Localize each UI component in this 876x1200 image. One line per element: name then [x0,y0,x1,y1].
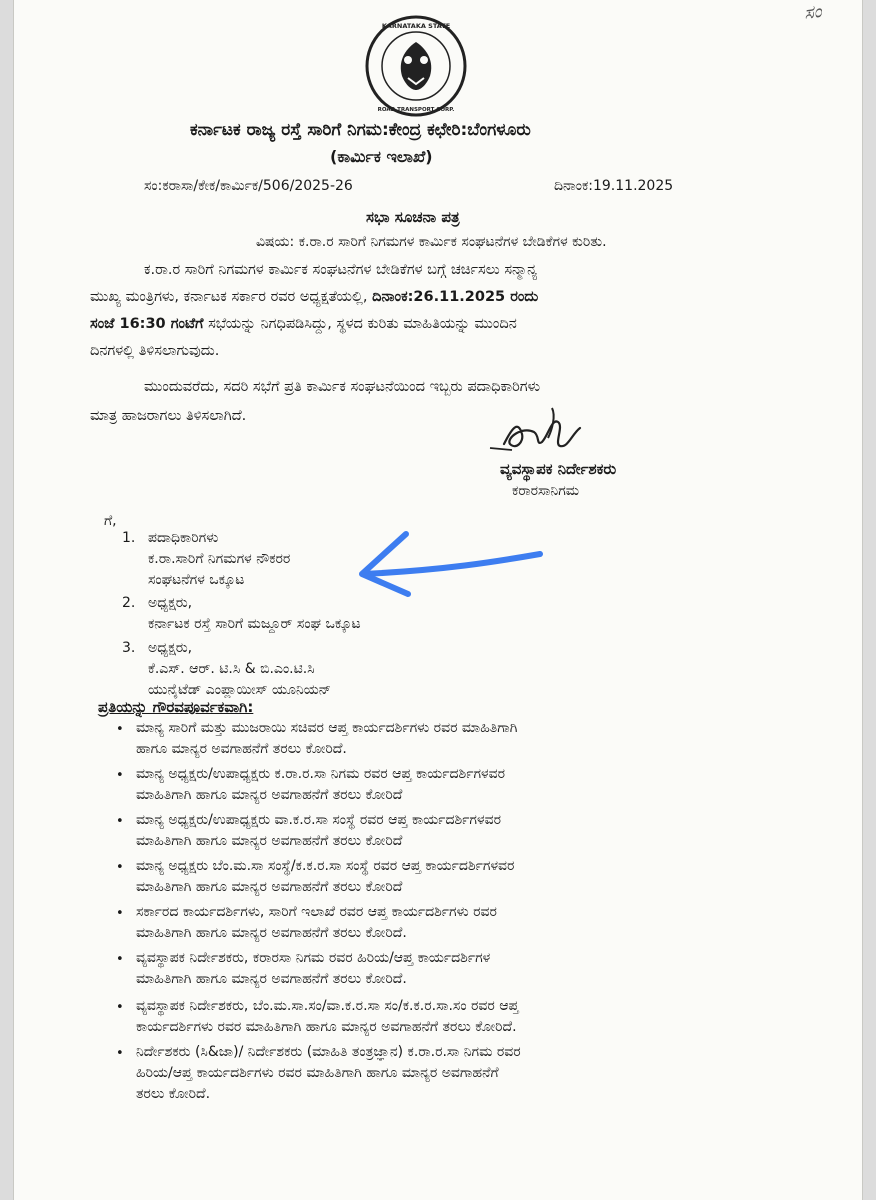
cc-item-4-line-2: ಮಾಹಿತಿಗಾಗಿ ಹಾಗೂ ಮಾನ್ಯರ ಅವಗಾಹನೆಗೆ ತರಲು ಕೋರಿದೆ [136,879,403,895]
margin-note: ಸಂ [803,0,824,25]
cc-item-3-line-1: ಮಾನ್ಯ ಅಧ್ಯಕ್ಷರು/ಉಪಾಧ್ಯಕ್ಷರು ವಾ.ಕ.ರ.ಸಾ ಸಂಸ್ಥೆ ರವರ ಆಪ್ತ ಕಾರ್ಯದರ್ಶಿಗಳವರ [136,812,501,828]
cc-item-1-line-1: ಮಾನ್ಯ ಸಾರಿಗೆ ಮತ್ತು ಮುಜರಾಯಿ ಸಚಿವರ ಆಪ್ತ ಕಾರ್ಯದರ್ಶಿಗಳು ರವರ ಮಾಹಿತಿಗಾಗಿ [136,720,518,736]
recipient-1-line-2: ಕ.ರಾ.ಸಾರಿಗೆ ನಿಗಮಗಳ ನೌಕರರ [148,551,291,567]
recipient-2-line-2: ಕರ್ನಾಟಕ ರಸ್ತೆ ಸಾರಿಗೆ ಮಜ್ದೂರ್ ಸಂಘ ಒಕ್ಕೂಟ [148,616,361,632]
recipient-2-number: 2. [122,595,136,611]
cc-bullet: • [116,906,124,921]
meeting-time: ಸಂಜೆ 16:30 ಗಂಟೆಗೆ [90,316,204,332]
paragraph-2-line-2: ಮಾತ್ರ ಹಾಜರಾಗಲು ತಿಳಿಸಲಾಗಿದೆ. [90,408,247,424]
cc-item-2-line-2: ಮಾಹಿತಿಗಾಗಿ ಹಾಗೂ ಮಾನ್ಯರ ಅವಗಾಹನೆಗೆ ತರಲು ಕೋರಿದೆ [136,787,403,803]
cc-bullet: • [116,952,124,967]
recipient-3-number: 3. [122,640,136,656]
cc-item-8-line-3: ತರಲು ಕೋರಿದೆ. [136,1086,211,1102]
cc-item-8-line-2: ಹಿರಿಯ/ಆಪ್ತ ಕಾರ್ಯದರ್ಶಿಗಳು ರವರ ಮಾಹಿತಿಗಾಗಿ ಹಾಗೂ ಮಾನ್ಯರ ಅವಗಾಹನೆಗೆ [136,1065,499,1081]
letter-page [14,0,862,1200]
cc-bullet: • [116,860,124,875]
cc-bullet: • [116,722,124,737]
letter-date: ದಿನಾಂಕ:19.11.2025 [554,178,674,194]
notice-title: ಸಭಾ ಸೂಚನಾ ಪತ್ರ [366,208,460,226]
cc-item-7-line-1: ವ್ಯವಸ್ಥಾಪಕ ನಿರ್ದೇಶಕರು, ಬೆಂ.ಮ.ಸಾ.ಸಂ/ವಾ.ಕ.ರ.ಸಾ ಸಂ/ಕ.ಕ.ರ.ಸಾ.ಸಂ ರವರ ಆಪ್ತ [136,998,519,1014]
paragraph-1-line-2-text: ಮುಖ್ಯ ಮಂತ್ರಿಗಳು, ಕರ್ನಾಟಕ ಸರ್ಕಾರ ರವರ ಅಧ್ಯಕ್ಷತೆಯಲ್ಲಿ, [90,289,368,305]
signatory-title: ವ್ಯವಸ್ಥಾಪಕ ನಿರ್ದೇಶಕರು [500,460,617,478]
cc-item-3-line-2: ಮಾಹಿತಿಗಾಗಿ ಹಾಗೂ ಮಾನ್ಯರ ಅವಗಾಹನೆಗೆ ತರಲು ಕೋರಿದೆ [136,833,403,849]
notice-subject: ವಿಷಯ: ಕ.ರಾ.ರ ಸಾರಿಗೆ ನಿಗಮಗಳ ಕಾರ್ಮಿಕ ಸಂಘಟನೆಗಳ ಬೇಡಿಕೆಗಳ ಕುರಿತು. [256,234,607,250]
svg-text:ROAD TRANSPORT CORP.: ROAD TRANSPORT CORP. [377,107,455,113]
recipient-1-line-1: ಪದಾಧಿಕಾರಿಗಳು [148,530,219,546]
cc-item-7-line-2: ಕಾರ್ಯದರ್ಶಿಗಳು ರವರ ಮಾಹಿತಿಗಾಗಿ ಹಾಗೂ ಮಾನ್ಯರ ಅವಗಾಹನೆಗೆ ತರಲು ಕೋರಿದೆ. [136,1019,517,1035]
signature-mark [482,398,602,462]
recipient-1-number: 1. [122,530,136,546]
paragraph-1-line-4: ದಿನಗಳಲ್ಲಿ ತಿಳಿಸಲಾಗುವುದು. [90,343,220,359]
copy-to-heading: ಪ್ರತಿಯನ್ನು ಗೌರವಪೂರ್ವಕವಾಗಿ: [98,698,254,716]
recipient-3-line-2: ಕೆ.ಎಸ್. ಆರ್. ಟಿ.ಸಿ & ಬಿ.ಎಂ.ಟಿ.ಸಿ [148,661,315,677]
recipient-1-line-3: ಸಂಘಟನೆಗಳ ಒಕ್ಕೂಟ [148,572,245,588]
to-label: ಗೆ, [104,513,117,529]
paragraph-1-line-3 [90,316,517,332]
meeting-date: ದಿನಾಂಕ:26.11.2025 ರಂದು [372,289,539,305]
signatory-organization: ಕರಾರಸಾನಿಗಮ [512,483,580,499]
paragraph-1-line-1: ಕ.ರಾ.ರ ಸಾರಿಗೆ ನಿಗಮಗಳ ಕಾರ್ಮಿಕ ಸಂಘಟನೆಗಳ ಬೇಡಿಕೆಗಳ ಬಗ್ಗೆ ಚರ್ಚಿಸಲು ಸನ್ಮಾನ್ಯ [144,262,538,278]
organization-title: ಕರ್ನಾಟಕ ರಾಜ್ಯ ರಸ್ತೆ ಸಾರಿಗೆ ನಿಗಮ:ಕೇಂದ್ರ ಕಛೇರಿ:ಬೆಂಗಳೂರು [190,120,531,140]
cc-item-5-line-1: ಸರ್ಕಾರದ ಕಾರ್ಯದರ್ಶಿಗಳು, ಸಾರಿಗೆ ಇಲಾಖೆ ರವರ ಆಪ್ತ ಕಾರ್ಯದರ್ಶಿಗಳು ರವರ [136,904,497,920]
recipient-3-line-3: ಯುನೈಟೆಡ್ ಎಂಪ್ಲಾಯೀಸ್ ಯೂನಿಯನ್ [148,682,332,698]
recipient-2-line-1: ಅಧ್ಯಕ್ಷರು, [148,595,193,611]
paragraph-1-line-2 [90,289,538,305]
cc-bullet: • [116,814,124,829]
cc-item-6-line-2: ಮಾಹಿತಿಗಾಗಿ ಹಾಗೂ ಮಾನ್ಯರ ಅವಗಾಹನೆಗೆ ತರಲು ಕೋರಿದೆ. [136,971,407,987]
reference-number: ಸಂ:ಕರಾಸಾ/ಕೇಕ/ಕಾರ್ಮಿಕ/506/2025-26 [144,178,353,194]
svg-text:KARNATAKA STATE: KARNATAKA STATE [381,22,451,30]
cc-item-6-line-1: ವ್ಯವಸ್ಥಾಪಕ ನಿರ್ದೇಶಕರು, ಕರಾರಸಾ ನಿಗಮ ರವರ ಹಿರಿಯ/ಆಪ್ತ ಕಾರ್ಯದರ್ಶಿಗಳ [136,950,491,966]
cc-item-8-line-1: ನಿರ್ದೇಶಕರು (ಸಿ&ಜಾ)/ ನಿರ್ದೇಶಕರು (ಮಾಹಿತಿ ತಂತ್ರಜ್ಞಾನ) ಕ.ರಾ.ರ.ಸಾ ನಿಗಮ ರವರ [136,1044,521,1060]
cc-item-5-line-2: ಮಾಹಿತಿಗಾಗಿ ಹಾಗೂ ಮಾನ್ಯರ ಅವಗಾಹನೆಗೆ ತರಲು ಕೋರಿದೆ. [136,925,407,941]
cc-bullet: • [116,1046,124,1061]
cc-item-2-line-1: ಮಾನ್ಯ ಅಧ್ಯಕ್ಷರು/ಉಪಾಧ್ಯಕ್ಷರು ಕ.ರಾ.ರ.ಸಾ ನಿಗಮ ರವರ ಆಪ್ತ ಕಾರ್ಯದರ್ಶಿಗಳವರ [136,766,506,782]
cc-bullet: • [116,1000,124,1015]
cc-bullet: • [116,768,124,783]
department-name: (ಕಾರ್ಮಿಕ ಇಲಾಖೆ) [330,147,433,166]
cc-item-4-line-1: ಮಾನ್ಯ ಅಧ್ಯಕ್ಷರು ಬೆಂ.ಮ.ಸಾ ಸಂಸ್ಥೆ/ಕ.ಕ.ರ.ಸಾ ಸಂಸ್ಥೆ ರವರ ಆಪ್ತ ಕಾರ್ಯದರ್ಶಿಗಳವರ [136,858,515,874]
recipient-3-line-1: ಅಧ್ಯಕ್ಷರು, [148,640,193,656]
paragraph-1-line-3-text: ಸಭೆಯನ್ನು ನಿಗಧಿಪಡಿಸಿದ್ದು, ಸ್ಥಳದ ಕುರಿತು ಮಾಹಿತಿಯನ್ನು ಮುಂದಿನ [208,316,517,332]
cc-item-1-line-2: ಹಾಗೂ ಮಾನ್ಯರ ಅವಗಾಹನೆಗೆ ತರಲು ಕೋರಿದೆ. [136,741,347,757]
blue-arrow-annotation [344,520,554,600]
ksrtc-seal-logo [364,14,468,118]
paragraph-2-line-1: ಮುಂದುವರೆದು, ಸದರಿ ಸಭೆಗೆ ಪ್ರತಿ ಕಾರ್ಮಿಕ ಸಂಘಟನೆಯಿಂದ ಇಬ್ಬರು ಪದಾಧಿಕಾರಿಗಳು [144,379,541,395]
